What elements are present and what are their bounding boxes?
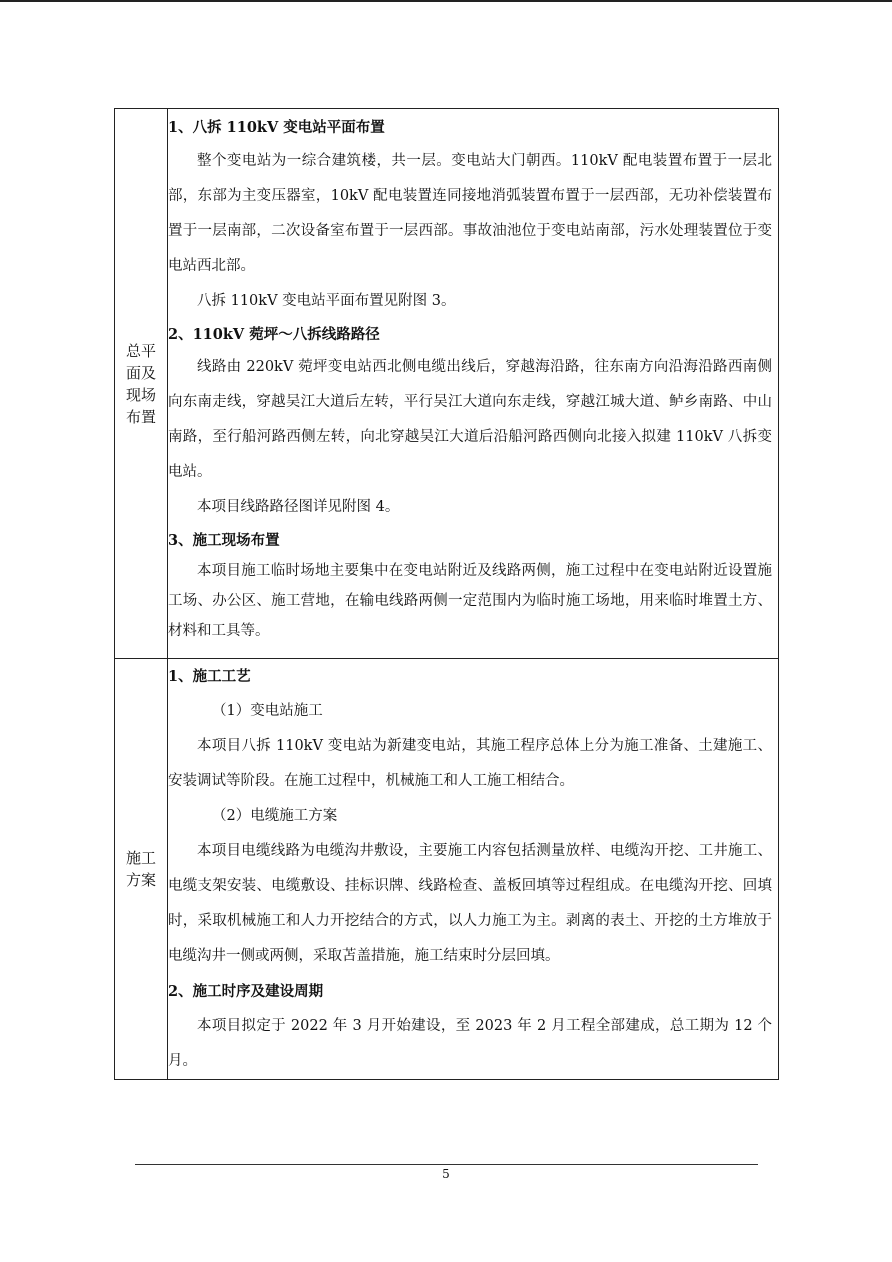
body-paragraph: 本项目线路路径图详见附图 4。 (197, 499, 400, 515)
table-row-layout (115, 109, 779, 659)
table-row-construction (115, 659, 779, 1080)
body-paragraph: 八拆 110kV 变电站平面布置见附图 3。 (197, 293, 456, 309)
section-content-cell (168, 109, 779, 659)
body-paragraph: 本项目施工临时场地主要集中在变电站附近及线路两侧，施工过程中在变电站附近设置施工场、办公区、施工营地，在输电线路两侧一定范围内为临时施工场地，用来临时堆置土方、材料和工具等。 (168, 563, 772, 639)
sub-heading: （1）变电站施工 (212, 703, 323, 719)
footer-line (135, 1164, 758, 1165)
section-label-cell (115, 659, 168, 1080)
page-number: 5 (442, 1167, 450, 1181)
section-content-cell (168, 659, 779, 1080)
section-label: 总平面及现场布置 (125, 341, 156, 426)
section-heading: 2、施工时序及建设周期 (168, 983, 324, 1000)
section-heading: 1、八拆 110kV 变电站平面布置 (168, 119, 385, 136)
sub-heading: （2）电缆施工方案 (212, 808, 338, 824)
body-paragraph: 本项目拟定于 2022 年 3 月开始建设，至 2023 年 2 月工程全部建成，总工期为 12 个月。 (168, 1018, 772, 1069)
body-paragraph: 线路由 220kV 菀坪变电站西北侧电缆出线后，穿越海沿路，往东南方向沿海沿路西南侧向东南走线，穿越吴江大道后左转，平行吴江大道向东走线，穿越江城大道、鲈乡南路、中山南路，至行船河路西侧左转，向北穿越吴江大道后沿船河路西侧向北接入拟建 110kV 八拆变电站。 (168, 359, 772, 480)
body-paragraph: 本项目电缆线路为电缆沟井敷设，主要施工内容包括测量放样、电缆沟开挖、工井施工、电缆支架安装、电缆敷设、挂标识牌、线路检查、盖板回填等过程组成。在电缆沟开挖、回填时，采取机械施工和人力开挖结合的方式，以人力施工为主。剥离的表土、开挖的土方堆放于电缆沟井一侧或两侧，采取苫盖措施，施工结束时分层回填。 (168, 843, 772, 964)
section-heading: 1、施工工艺 (168, 668, 251, 685)
section-heading: 3、施工现场布置 (168, 532, 280, 549)
section-heading: 2、110kV 菀坪～八拆线路路径 (168, 326, 380, 343)
content-table (114, 108, 779, 1080)
top-border-line (0, 0, 892, 2)
body-paragraph: 整个变电站为一综合建筑楼，共一层。变电站大门朝西。110kV 配电装置布置于一层北部，东部为主变压器室，10kV 配电装置连同接地消弧装置布置于一层西部，无功补偿装置布置于一层南部，二次设备室布置于一层西部。事故油池位于变电站南部，污水处理装置位于变电站西北部。 (168, 153, 772, 274)
body-paragraph: 本项目八拆 110kV 变电站为新建变电站，其施工程序总体上分为施工准备、土建施工、安装调试等阶段。在施工过程中，机械施工和人工施工相结合。 (168, 738, 772, 789)
section-label: 施工方案 (125, 849, 156, 889)
section-label-cell (115, 109, 168, 659)
